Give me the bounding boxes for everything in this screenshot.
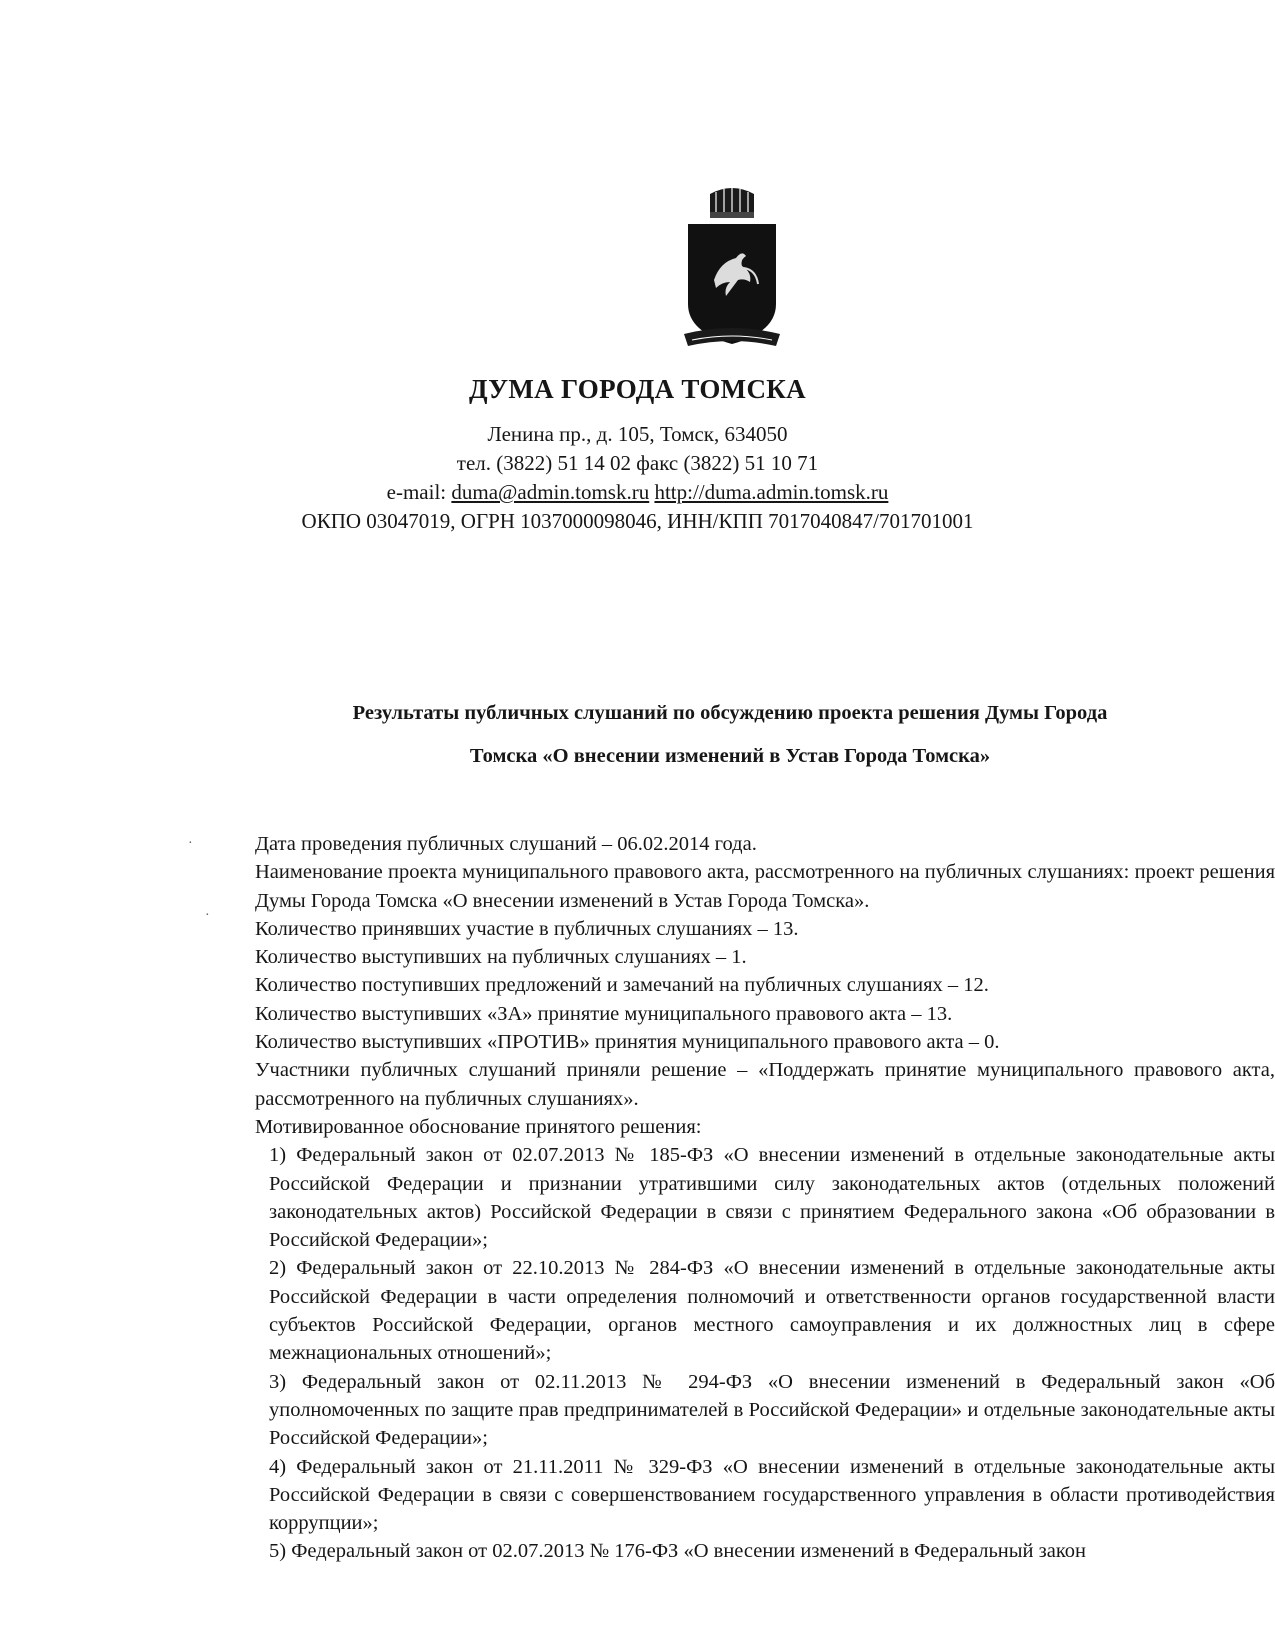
hearing-decision: Участники публичных слушаний приняли решение – «Поддержать принятие муниципального правового акта, рассмотренного на публичных слушаниях». <box>255 1059 1275 1110</box>
law-list-item: 5) Федеральный закон от 02.07.2013 № 176-ФЗ «О внесении изменений в Федеральный закон <box>269 1540 1086 1563</box>
registry-codes-line: ОКПО 03047019, ОГРН 1037000098046, ИНН/КПП 7017040847/701701001 <box>301 509 974 533</box>
address-line: Ленина пр., д. 105, Томск, 634050 <box>487 422 788 446</box>
tomsk-coat-of-arms-emblem <box>680 184 784 360</box>
law-list-item: 2) Федеральный закон от 22.10.2013 № 284-ФЗ «О внесении изменений в отдельные законодательные акты Российской Федерации в части определения полномочий и ответственности органов государственной власти субъектов Российской Федерации, органов местного самоуправления и их должностных лиц в сфере межнациональных отношений»; <box>269 1257 1275 1365</box>
email-link[interactable]: duma@admin.tomsk.ru <box>451 480 650 504</box>
speakers-count: Количество выступивших на публичных слушаниях – 1. <box>255 946 747 969</box>
votes-for: Количество выступивших «ЗА» принятие муниципального правового акта – 13. <box>255 1002 953 1025</box>
results-title-line-2: Томска «О внесении изменений в Устав Города Томска» <box>469 745 991 767</box>
organization-name: ДУМА ГОРОДА ТОМСКА <box>469 374 806 404</box>
hearing-results-body <box>255 830 1275 1566</box>
phone-fax-line: тел. (3822) 51 14 02 факс (3822) 51 10 71 <box>456 451 819 475</box>
scan-speck: · <box>205 908 210 923</box>
email-label: e-mail: <box>386 480 447 504</box>
scan-speck: · <box>188 836 193 851</box>
law-list-item: 1) Федеральный закон от 02.07.2013 № 185-ФЗ «О внесении изменений в отдельные законодательные акты Российской Федерации и признании утратившими силу законодательных актов (отдельных положений законодательных актов) Российской Федерации в связи с принятием Федерального закона «Об образовании в Российской Федерации»; <box>269 1144 1275 1252</box>
project-name: Наименование проекта муниципального правового акта, рассмотренного на публичных слушаниях: проект решения Думы Города Томска «О внесении изменений в Устав Города Томска». <box>255 861 1275 912</box>
proposals-count: Количество поступивших предложений и замечаний на публичных слушаниях – 12. <box>255 974 989 997</box>
hearing-date: Дата проведения публичных слушаний – 06.02.2014 года. <box>255 833 757 855</box>
participants-count: Количество принявших участие в публичных слушаниях – 13. <box>255 917 799 940</box>
votes-against: Количество выступивших «ПРОТИВ» принятия муниципального правового акта – 0. <box>255 1031 1000 1054</box>
law-list-item: 3) Федеральный закон от 02.11.2013 № 294-ФЗ «О внесении изменений в Федеральный закон «Об уполномоченных по защите прав предпринимателей в Российской Федерации» и отдельные законодательные акты Российской Федерации»; <box>269 1370 1275 1450</box>
results-title-line-1: Результаты публичных слушаний по обсуждению проекта решения Думы Города <box>352 702 1108 724</box>
contact-line <box>0 479 1275 505</box>
law-list-item: 4) Федеральный закон от 21.11.2011 № 329-ФЗ «О внесении изменений в отдельные законодательные акты Российской Федерации в связи с совершенствованием государственного управления в области противодействия коррупции»; <box>269 1455 1275 1535</box>
justification-heading: Мотивированное обоснование принятого решения: <box>255 1115 702 1138</box>
website-link[interactable]: http://duma.admin.tomsk.ru <box>654 480 889 504</box>
